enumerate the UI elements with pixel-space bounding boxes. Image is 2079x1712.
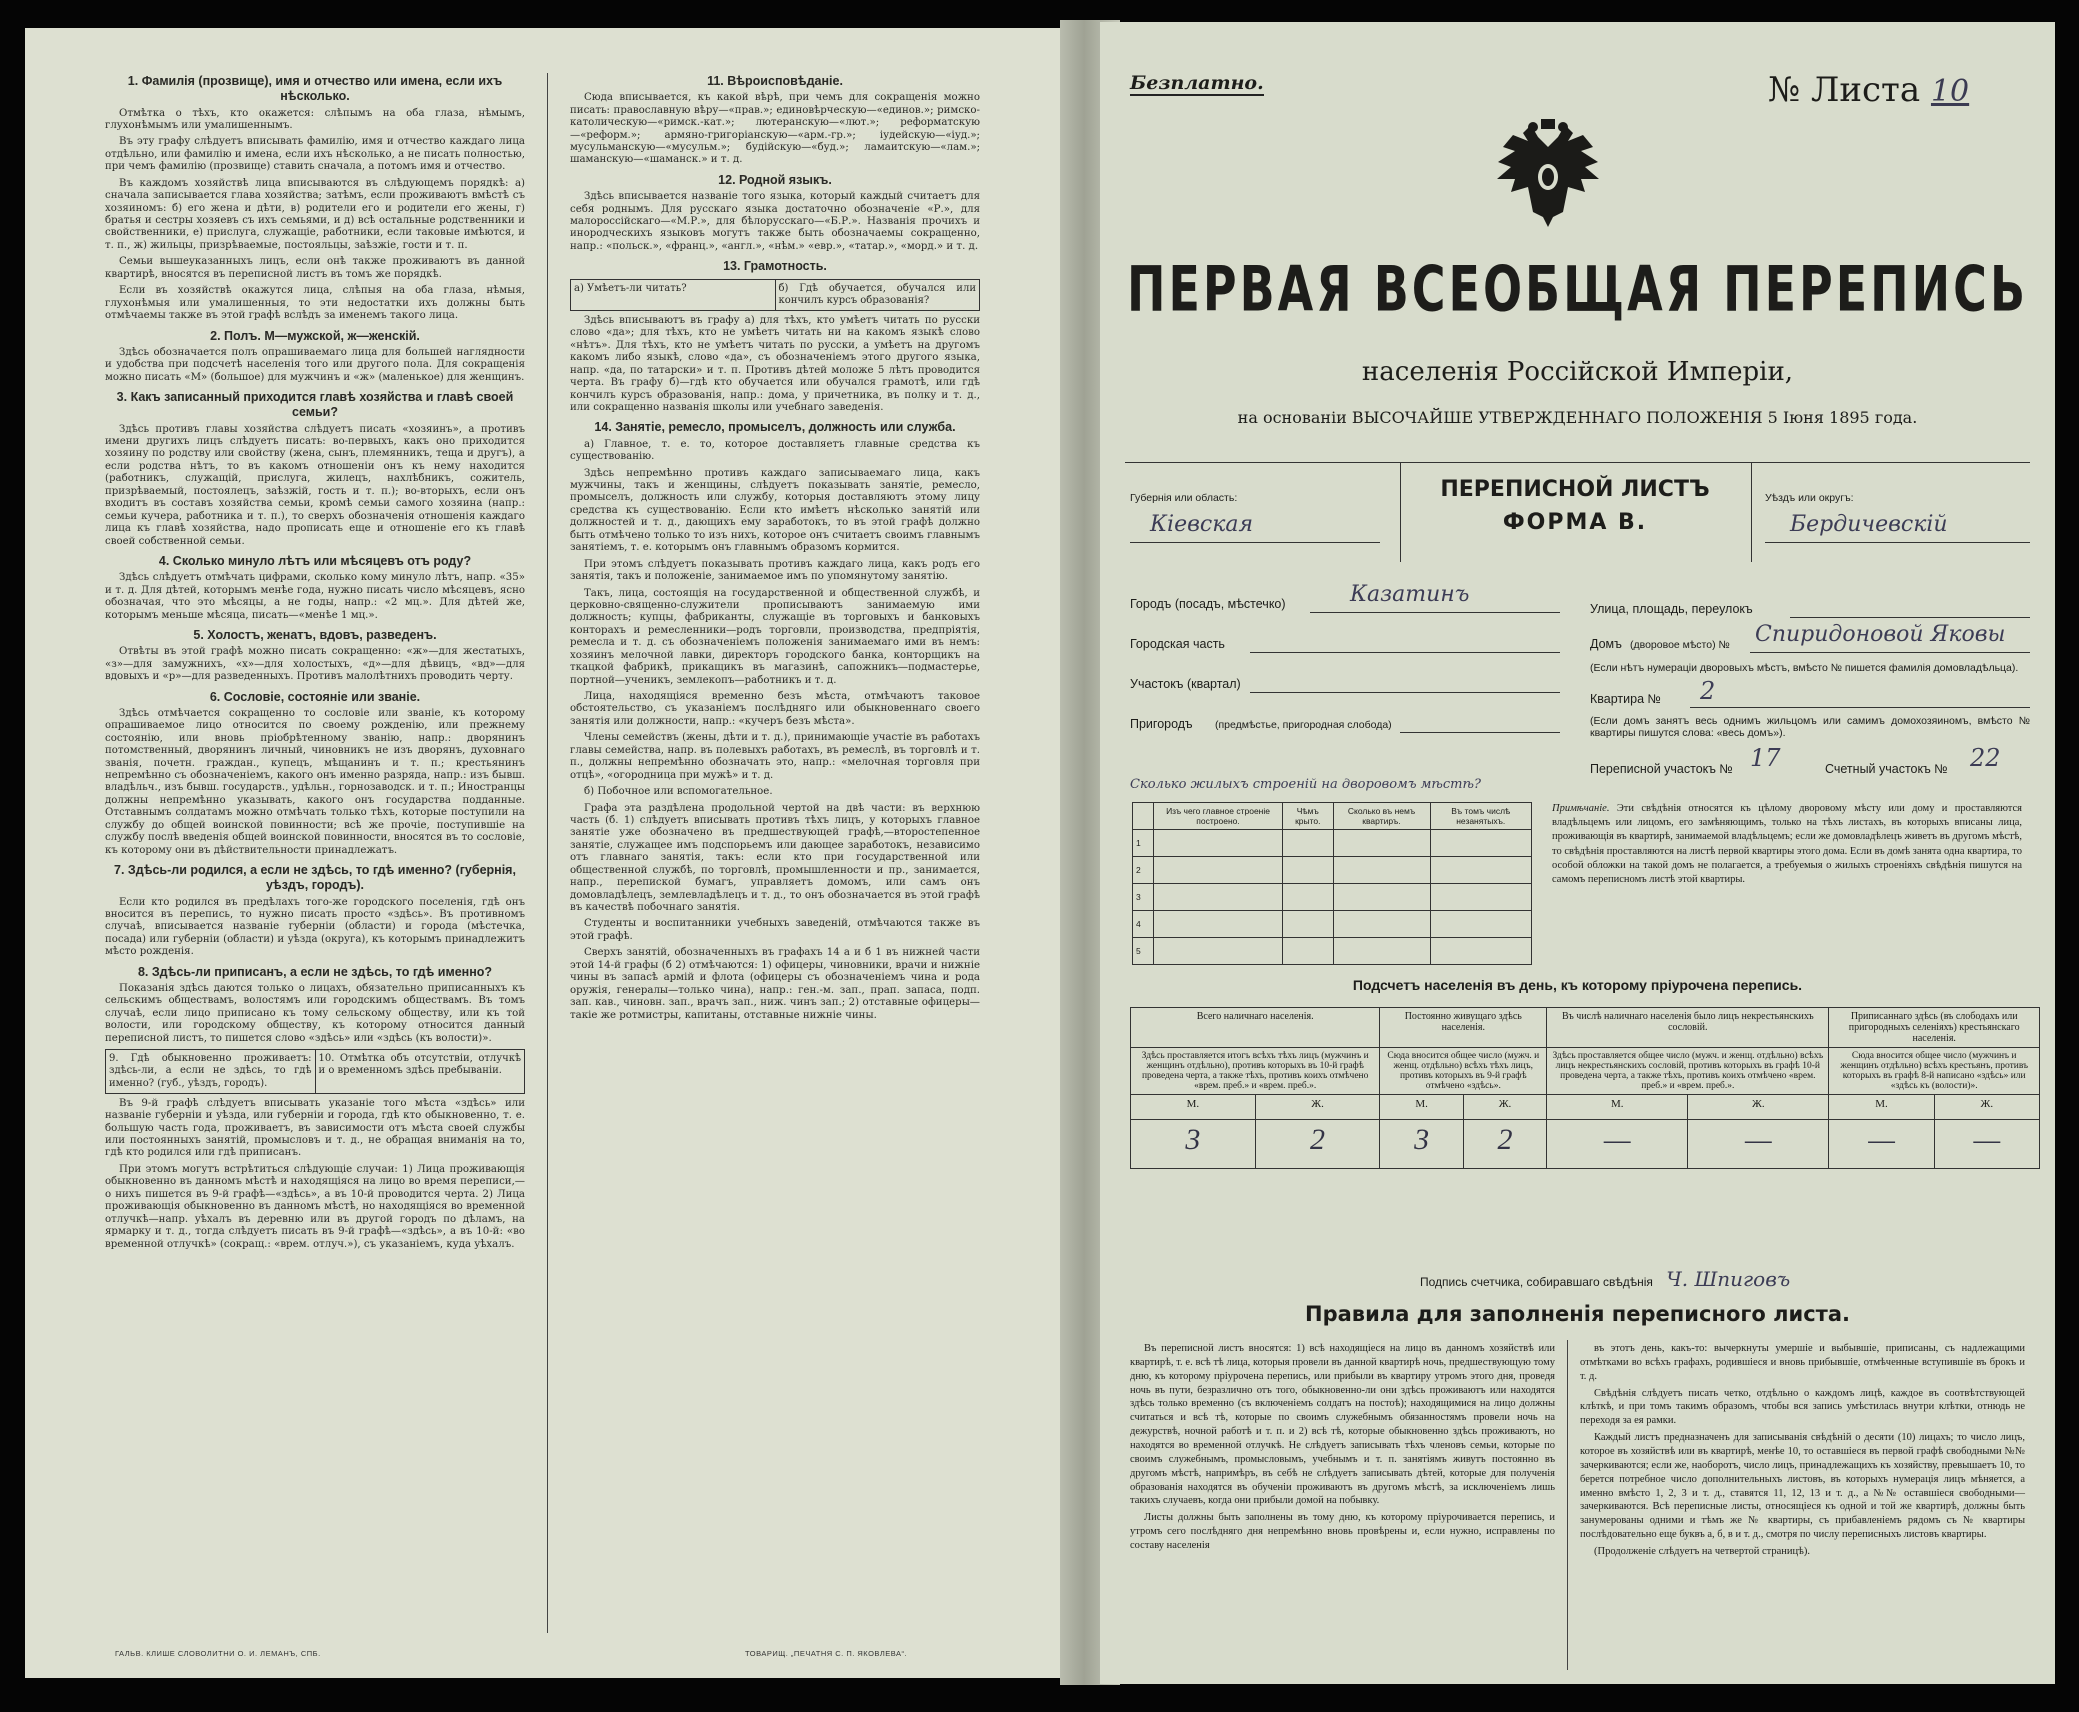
city-value: Казатинъ (1350, 582, 1470, 607)
count-desc-permanent: Сюда вносится общее число (мужч. и женщ. отдѣльно) всѣхъ тѣхъ лицъ, противъ которыхъ въ 9-й графѣ отмѣчено «здѣсь». (1380, 1048, 1547, 1095)
instruction-paragraph: Здѣсь вписывается названіе того языка, который каждый считаетъ для себя роднымъ. Для русскаго языка достаточно обозначеніе «Р.», для малороссійскаго—«М.Р.», для бѣлорусскаго—«Б.Р.». Названія прочихъ и инородческихъ языковъ могутъ также быть обозначаемы сокращенно, напр.: «польск.», «франц.», «англ.», «нѣм.» «евр.», «татар.», «морд.» и т. д. (570, 191, 980, 252)
instruction-paragraph: Отмѣтка о тѣхъ, кто окажется: слѣпымъ на оба глаза, нѣмымъ, глухонѣмымъ или умалишеннымъ. (105, 107, 525, 131)
column-heading-cell: 9. Гдѣ обыкновенно проживаетъ: здѣсь-ли, а если не здѣсь, то гдѣ именно? (губ., уѣздъ, городъ). (109, 1053, 312, 1089)
province-line (1130, 542, 1380, 543)
apartment-line (1690, 707, 2030, 708)
suburb-hint: (предмѣстье, пригородная слобода) (1215, 719, 1392, 731)
buildings-body (1133, 830, 1532, 965)
count-value-cell: 3 (1380, 1120, 1463, 1169)
counting-area-label: Счетный участокъ № (1825, 762, 1948, 776)
count-desc-peasant: Сюда вносится общее число (мужчинъ и женщинъ отдѣльно) всѣхъ крестьянъ, противъ которыхъ въ графѣ 8-й написано «здѣсь» или «здѣсь къ (волости)». (1829, 1048, 2040, 1095)
city-part-label: Городская часть (1130, 637, 1225, 651)
province-value: Кіевская (1150, 512, 1254, 537)
count-value-cell: — (1688, 1120, 1829, 1169)
count-header-non-peasant: Въ числѣ наличнаго населенія было лицъ некрестьянскихъ сословій. (1547, 1008, 1829, 1048)
buildings-cell (1333, 938, 1430, 965)
instruction-paragraph: Члены семействъ (жены, дѣти и т. д.), принимающіе участіе въ работахъ главы семейства, напр. въ полевыхъ работахъ, въ ремеслѣ, въ торговлѣ и т. п., должны непремѣнно обозначать это, напр.: «мелочная торговля при отцѣ», «огородница при мужѣ» и т. д. (570, 732, 980, 781)
buildings-cell (1283, 938, 1333, 965)
column-heading-box (105, 1049, 525, 1094)
section-heading: 12. Родной языкъ. (718, 172, 832, 187)
house-hint: (дворовое мѣсто) № (1630, 639, 1730, 651)
suburb-line (1400, 732, 1560, 733)
house-line (1750, 652, 2030, 653)
sex-header-cell: Ж. (1463, 1095, 1546, 1120)
buildings-header-apartments: Сколько въ немъ квартиръ. (1333, 803, 1430, 830)
census-legal-basis: на основаніи ВЫСОЧАЙШЕ УТВЕРЖДЕННАГО ПОЛОЖЕНІЯ 5 Іюня 1895 года. (1237, 408, 1918, 427)
column-heading-box (570, 279, 980, 311)
sheet-number-label: № Листа (1768, 70, 1921, 110)
double-headed-eagle-emblem (1493, 117, 1603, 232)
section-heading: 11. Вѣроисповѣданіе. (707, 74, 843, 88)
section-heading: 14. Занятіе, ремесло, промыселъ, должность или служба. (594, 420, 956, 435)
counting-area-value: 22 (1970, 744, 2001, 772)
instruction-paragraph: Здѣсь противъ главы хозяйства слѣдуетъ писать «хозяинъ», а противъ имени другихъ лицъ слѣдуетъ писать: во-первыхъ, какъ оно приходится хозяину по родству или свойству (жена, сынъ, племянникъ, теща и другъ), а если родства нѣтъ, то въ какомъ отношеніи онъ къ нему находится (работникъ, служащій, прислуга, жилецъ, нахлѣбникъ, сожитель, призрѣваемый, постоялецъ, заѣзжій, гость и т. п.); во-вторыхъ, если онъ входитъ въ составъ хозяйства семьи, кромѣ семьи самого хозяина (напр.: семьи кучера, работника и т. п.), то сверхъ обозначенія отношенія каждаго лица къ главѣ хозяйства, надо прописать еще и отношеніе его къ главѣ своей собственной семьи. (105, 423, 525, 547)
count-value-cell: 2 (1255, 1120, 1380, 1169)
buildings-cell (1154, 830, 1283, 857)
rules-column-2 (1580, 1342, 2025, 1562)
count-header-permanent: Постоянно живущаго здѣсь населенія. (1380, 1008, 1547, 1048)
instruction-paragraph: Здѣсь обозначается полъ опрашиваемаго лица для большей наглядности и удобства при подсчетѣ населенія того или другого пола. Для сокращенія можно писать «М» (большое) для мужчинъ и «ж» (маленькое) для женщинъ. (105, 346, 525, 383)
left-page (25, 28, 1085, 1678)
buildings-cell (1154, 884, 1283, 911)
district-value: Бердичевскій (1790, 512, 1948, 537)
count-header-row (1131, 1008, 2040, 1048)
section-heading: 6. Сословіе, состояніе или званіе. (209, 689, 421, 704)
column-heading-cell: а) Умѣетъ-ли читать? (574, 282, 687, 294)
section-heading: 3. Какъ записанный приходится главѣ хозяйства и главѣ своей семьи? (116, 390, 514, 420)
buildings-question: Сколько жилыхъ строеній на дворовомъ мѣстѣ? (1130, 777, 1481, 792)
population-count-title: Подсчетъ населенія въ день, къ которому пріурочена перепись. (1352, 977, 1803, 993)
census-title: ПЕРВАЯ ВСЕОБЩАЯ ПЕРЕПИСЬ (1126, 252, 2029, 326)
instruction-paragraph: При этомъ слѣдуетъ показывать противъ каждаго лица, какъ родъ его занятія, такъ и положеніе, занимаемое имъ по упомянутому занятію. (570, 558, 980, 583)
buildings-cell (1430, 938, 1532, 965)
signature-label: Подпись счетчика, собиравшаго свѣдѣнія (1420, 1275, 1653, 1289)
sex-header-cell: М. (1547, 1095, 1688, 1120)
buildings-cell (1333, 884, 1430, 911)
count-value-cell: 3 (1131, 1120, 1256, 1169)
count-value-cell: — (1547, 1120, 1688, 1169)
buildings-header-row (1133, 803, 1532, 830)
count-desc-total: Здѣсь проставляется итогъ всѣхъ тѣхъ лицъ (мужчинъ и женщинъ отдѣльно), противъ которыхъ въ 10-й графѣ проведена черта, а также тѣхъ, противъ коихъ отмѣчено «врем. преб.» и «врем. преб.». (1131, 1048, 1380, 1095)
house-note: (Если нѣтъ нумераціи дворовыхъ мѣстъ, вмѣсто № пишется фамилія домовладѣльца). (1590, 662, 2019, 674)
buildings-cell (1283, 830, 1333, 857)
census-subtitle: населенія Россійской Имперіи, (1361, 357, 1794, 387)
instruction-paragraph: Такъ, лица, состоящія на государственной и общественной службѣ, и церковно-священно-служители прописываютъ занимаемую ими должность; купцы, фабриканты, служащіе въ торговыхъ и банковыхъ конторахъ и ремесленники—родъ торговли, производства, предпріятія, ремесла и т. д. съ обозначеніемъ положенія занимаемаго ими въ немъ: хозяинъ мелочной лавки, директоръ городского банка, конторщикъ на ткацкой фабрикѣ, прикащикъ въ магазинѣ, сапожникъ—подмастерье, портной—ученикъ, землекопъ—работникъ и т. д. (570, 587, 980, 686)
buildings-cell (1154, 911, 1283, 938)
signature-value: Ч. Шпиговъ (1666, 1267, 1791, 1291)
rule-paragraph: Въ переписной листъ вносятся: 1) всѣ находящіеся на лицо въ данномъ хозяйствѣ или квартирѣ, т. е. всѣ тѣ лица, которыя провели въ данной квартирѣ ночь, предшествующую тому дню, къ которому пріурочена перепись, или прибыли въ квартиру утромъ этого дня, проведя ночь въ пути, безразлично отъ того, обыкновенно-ли они здѣсь проживаютъ или находятся здѣсь только временно (съ включеніемъ солдатъ на постоѣ); находящимися на лицо должны считаться и всѣ тѣ, которые по своимъ служебнымъ обязанностямъ провели ночь на дежурствѣ, ночной работѣ и т. п. и 2) всѣ тѣ, которые обыкновенно здѣсь проживаютъ, но находятся во временной отлучкѣ. Не слѣдуетъ записывать тѣхъ членовъ семьи, которые по своимъ служебнымъ, промысловымъ, учебнымъ и т. п. занятіямъ живутъ постоянно въ другомъ мѣстѣ, напримѣръ, въ себѣ не слѣдуетъ записывать дѣтей, которые для полученія образованія находятся въ обученіи проживаютъ въ другомъ мѣстѣ, за исключеніемъ лишь такихъ случаевъ, когда они прибыли домой на побывку. (1130, 1343, 1555, 1507)
section-heading: 1. Фамилія (прозвище), имя и отчество или имена, если ихъ нѣсколько. (127, 74, 503, 104)
section-heading: 4. Сколько минуло лѣтъ или мѣсяцевъ отъ роду? (158, 553, 472, 568)
buildings-row-number: 2 (1133, 857, 1154, 884)
apartment-note: (Если домъ занятъ весь однимъ жильцомъ или самимъ домохозяиномъ, вмѣсто № квартиры пишутся слова: «весь домъ»). (1590, 715, 2030, 739)
buildings-cell (1430, 857, 1532, 884)
count-value-cell: 2 (1463, 1120, 1546, 1169)
buildings-cell (1430, 830, 1532, 857)
buildings-row (1133, 830, 1532, 857)
note-text: Эти свѣдѣнія относятся къ цѣлому дворовому мѣсту или дому и проставляются владѣльцемъ или лицомъ, его замѣняющимъ, только на тѣхъ листахъ, въ которыхъ вписаны лица, проживающія въ квартирѣ, занимаемой владѣльцемъ; если же домовладѣлецъ живетъ въ другомъ мѣстѣ, то свѣдѣнія проставляются на листѣ первой квартиры этого дома. Если въ домѣ занята одна квартира, то особой обложки на такой домъ не полагается, а требуемыя о жилыхъ строеніяхъ свѣдѣнія пишутся на самомъ переписномъ листѣ этой квартиры. (1552, 803, 2023, 885)
instruction-paragraph: а) Главное, т. е. то, которое доставляетъ главные средства къ существованію. (570, 438, 980, 463)
city-part-line (1250, 652, 1560, 653)
count-description-row (1131, 1048, 2040, 1095)
rules-column-1 (1130, 1342, 1555, 1556)
city-label: Городъ (посадъ, мѣстечко) (1130, 597, 1286, 611)
count-header-peasant: Приписаннаго здѣсь (въ слободахъ или пригородныхъ селеніяхъ) крестьянскаго населенія. (1829, 1008, 2040, 1048)
buildings-cell (1333, 830, 1430, 857)
note-label: Примѣчаніе. (1552, 803, 1610, 814)
buildings-cell (1333, 857, 1430, 884)
column-divider (547, 73, 548, 1633)
buildings-row-number-header (1133, 803, 1154, 830)
buildings-header-vacant: Въ томъ числѣ незанятыхъ. (1430, 803, 1532, 830)
rule-paragraph: Листы должны быть заполнены въ тому дню, къ которому пріурочивается перепись, и утромъ сего послѣдняго дня непремѣнно вновь провѣрены и, если нужно, исправлены по составу населенія (1130, 1512, 1555, 1552)
buildings-cell (1154, 857, 1283, 884)
sex-header-cell: Ж. (1688, 1095, 1829, 1120)
rule-paragraph: Каждый листъ предназначенъ для записыванія свѣдѣній о десяти (10) лицахъ; то число лицъ, которое въ хозяйствѣ или въ квартирѣ, менѣе 10, то оставшіеся въ первой графѣ свободными №№ зачеркиваются; если же, наоборотъ, число лицъ, принадлежащихъ къ хозяйству, превышаетъ 10, то берется потребное число дополнительныхъ листовъ, въ которыхъ нумерація лицъ мѣняется, а именно вмѣсто 1, 2, 3 и т. д., ставятся 11, 12, 13 и т. д., а №№ оставшіеся свободными—зачеркиваются. Всѣ переписные листы, относящіеся къ одной и той же квартирѣ, должны быть занумерованы одними и тѣмъ же № квартиры, съ прибавленіемъ рядомъ съ № квартиры послѣдовательно еще буквъ а, б, в и т. д., смотря по числу переписныхъ листовъ квартиры. (1580, 1432, 2025, 1541)
rules-title: Правила для заполненія переписного листа. (1305, 1302, 1850, 1326)
census-area-value: 17 (1750, 744, 1781, 772)
section-heading: 2. Полъ. М—мужской, ж—женскій. (210, 328, 420, 343)
column-heading-cell: 10. Отмѣтка объ отсутствіи, отлучкѣ и о временномъ здѣсь пребываніи. (315, 1050, 525, 1093)
census-area-label: Переписной участокъ № (1590, 762, 1733, 776)
form-name: ФОРМА В. (1502, 510, 1648, 535)
printer-imprint-right: ТОВАРИЩ. „ПЕЧАТНЯ С. П. ЯКОВЛЕВА“. (745, 1649, 908, 1658)
buildings-row-number: 3 (1133, 884, 1154, 911)
instruction-paragraph: Въ эту графу слѣдуетъ вписывать фамилію, имя и отчество каждаго лица отдѣльно, или фамилію и имена, если ихъ нѣсколько, а не писать полностью, при чемъ фамилію (прозвище) ставить сначала, а потомъ имя и отчество. (105, 136, 525, 173)
buildings-cell (1154, 938, 1283, 965)
instruction-paragraph: Въ 9-й графѣ слѣдуетъ вписывать указаніе того мѣста «здѣсь» или названіе губерніи и уѣзда, или губерніи и города, гдѣ кто обыкновенно, т. е. большую часть года, проживаетъ, въ зависимости отъ мѣста своей службы или постоянныхъ занятій, промысловъ и т. д., не обращая вниманія на то, гдѣ кто родился или гдѣ приписанъ. (105, 1097, 525, 1159)
count-desc-non-peasant: Здѣсь проставляется общее число (мужч. и женщ. отдѣльно) всѣхъ лицъ некрестьянскихъ сословій, противъ которыхъ въ графѣ 10-й проведена черта, а также тѣхъ, противъ коихъ отмѣчено «врем. преб.» и «врем. преб.». (1547, 1048, 1829, 1095)
province-label: Губернія или область: (1130, 492, 1238, 504)
sex-header-row (1131, 1095, 2040, 1120)
count-values-row (1131, 1120, 2040, 1169)
buildings-cell (1283, 911, 1333, 938)
apartment-value: 2 (1700, 677, 1716, 705)
rule-paragraph: въ этотъ день, какъ-то: вычеркнуты умершіе и выбывшіе, приписаны, съ надлежащими отмѣтками во всѣхъ графахъ, родившіеся и вновь прибывшіе, отмѣченные вступившіе въ брокъ и т. д. (1580, 1343, 2025, 1382)
city-line (1310, 612, 1560, 613)
population-count-table (1130, 1007, 2040, 1169)
section-heading: 13. Грамотность. (723, 259, 827, 274)
buildings-row-number: 5 (1133, 938, 1154, 965)
sex-header-cell: Ж. (1934, 1095, 2039, 1120)
count-value-cell: — (1934, 1120, 2039, 1169)
buildings-table (1132, 802, 1532, 965)
sheet-number (1768, 70, 1969, 110)
column-heading-cell: б) Гдѣ обучается, обучался или кончилъ курсъ образованія? (775, 280, 980, 310)
count-value-cell: — (1829, 1120, 1934, 1169)
buildings-cell (1430, 884, 1532, 911)
rule-paragraph: Свѣдѣнія слѣдуетъ писать четко, отдѣльно о каждомъ лицѣ, каждое въ соотвѣтствующей клѣткѣ, и при томъ такимъ образомъ, чтобы вся запись умѣстилась внутри клѣтки, отнюдь не переходя за ея рамки. (1580, 1387, 2025, 1427)
form-title (1400, 477, 1750, 535)
instructions-column-2 (570, 68, 980, 1026)
instruction-paragraph: При этомъ могутъ встрѣтиться слѣдующіе случаи: 1) Лица проживающія обыкновенно въ данномъ мѣстѣ и находящіяся на лицо во время переписи,—о нихъ пишется въ 9-й графѣ—«здѣсь», а въ 10-й проводится черта. 2) Лица проживающія обыкновенно въ данномъ мѣстѣ, но находящіяся во временной отлучкѣ—напр. уѣхалъ въ деревню или въ другой городъ по дѣламъ, на ярмарку и т. д., тогда слѣдуетъ писать въ 9-й графѣ—«здѣсь», а въ 10-й: «во временной отлучкѣ» (сокращ.: «врем. отлуч.»), съ указаніемъ, куда уѣхалъ. (105, 1163, 525, 1250)
district-line (1765, 542, 2030, 543)
apartment-label: Квартира № (1590, 692, 1661, 706)
instruction-paragraph: Студенты и воспитанники учебныхъ заведеній, отмѣчаются также въ этой графѣ. (570, 918, 980, 942)
buildings-note (1552, 802, 2022, 887)
instruction-paragraph: Здѣсь непремѣнно противъ каждаго записываемаго лица, какъ мужчины, такъ и женщины, слѣдуетъ показывать занятіе, ремесло, промыселъ, должность или службу, которыя доставляютъ этому лицу средства къ существованію. Если кто имѣетъ нѣсколько занятій или должностей и т. д., дающихъ ему заработокъ, то въ этой графѣ должно быть отмѣчено только то изъ нихъ, которое онъ считаетъ своимъ главнымъ занятіемъ, т. е. которымъ онъ главнымъ образомъ кормится. (570, 467, 980, 554)
buildings-row (1133, 938, 1532, 965)
instructions-column-1 (105, 68, 525, 1255)
street-line (1790, 617, 2030, 618)
buildings-cell (1283, 884, 1333, 911)
sheet-number-value: 10 (1930, 74, 1970, 109)
instruction-paragraph: Здѣсь слѣдуетъ отмѣчать цифрами, сколько кому минуло лѣтъ, напр. «35» и т. д. Для дѣтей, которымъ менѣе года, нужно писать число мѣсяцевъ, ясно обозначая, что это мѣсяцы, а не годы, напр.: «2 мц.». Для дѣтей же, которымъ меньше мѣсяца, писать—«менѣе 1 мц.». (105, 572, 525, 621)
free-label: Безплатно. (1130, 72, 1264, 94)
rule-paragraph: (Продолженіе слѣдуетъ на четвертой страницѣ). (1594, 1546, 1810, 1558)
precinct-label: Участокъ (квартал) (1130, 677, 1241, 691)
buildings-row (1133, 911, 1532, 938)
instruction-paragraph: Если въ хозяйствѣ окажутся лица, слѣпыя на оба глаза, нѣмыя, глухонѣмыя или умалишенныя, то эти недостатки ихъ должны быть отмѣчаемы также въ этой графѣ вслѣдъ за именемъ такого лица. (105, 285, 525, 322)
sex-header-cell: М. (1131, 1095, 1256, 1120)
rules-divider (1567, 1340, 1568, 1670)
suburb-label: Пригородъ (1130, 717, 1193, 731)
instruction-paragraph: Здѣсь отмѣчается сокращенно то сословіе или званіе, къ которому опрашиваемое лицо относится по своему рожденію, или прежнему состоянію, или вновь пріобрѣтенному званію, напр.: дворянинъ потомственный, дворянинъ личный, чиновникъ не изъ дворянъ, духовнаго званія, почетн. граждан., купецъ, мѣщанинъ и т. п.; крестьянинъ непремѣнно съ обозначеніемъ, какого онъ именно разряда, напр.: изъ бывш. владѣльч., изъ бывш. государств., удѣльн., горнозаводск. и т. п.; Иностранцы должны непремѣнно указывать, какого онъ государства подданные. Отставнымъ солдатамъ можно отмѣчать только тѣхъ, которые поступили на службу до общей воинской повинности; всѣ же прочіе, поступившіе на службу послѣ введенія общей воинской повинности, вносятся въ то сословіе, къ которому они въ дѣйствительности принадлежатъ. (105, 707, 525, 856)
instruction-paragraph: Здѣсь вписываютъ въ графу а) для тѣхъ, кто умѣетъ читать по русски слово «да»; для тѣхъ, кто не умѣетъ читать ни на какомъ языкѣ слово «нѣтъ». Для тѣхъ, кто не умѣетъ читать по русски, а умѣетъ на другомъ какомъ либо языкѣ, слово «да», съ обозначеніемъ этого другого языка, напр. «да, по татарски» и т. п. Противъ дѣтей моложе 5 лѣтъ проводится черта. Въ графу б)—гдѣ кто обучается или обучался грамотѣ, или гдѣ кончилъ курсъ образованія, напр.: дома, у причетника, въ полку и т. д., или сокращенно названія школы или учебнаго заведенія. (570, 314, 980, 413)
instruction-paragraph: Семьи вышеуказанныхъ лицъ, если онѣ также проживаютъ въ данной квартирѣ, вносятся въ переписной листъ въ томъ же порядкѣ. (105, 256, 525, 280)
buildings-row (1133, 884, 1532, 911)
instruction-paragraph: Если кто родился въ предѣлахъ того-же городского поселенія, гдѣ онъ вносится въ перепись, то нужно писать просто «здѣсь». Въ противномъ случаѣ, вписывается названіе губерніи (области) и города (мѣстечка, посада) или губерніи (области) и уѣзда (округа), къ которымъ принадлежитъ мѣсто рожденія. (105, 896, 525, 958)
count-header-total: Всего наличнаго населенія. (1131, 1008, 1380, 1048)
buildings-cell (1333, 911, 1430, 938)
precinct-line (1250, 692, 1560, 693)
section-heading: 5. Холостъ, женатъ, вдовъ, разведенъ. (193, 627, 437, 642)
instruction-paragraph: Графа эта раздѣлена продольной чертой на двѣ части: въ верхнюю часть (б. 1) слѣдуетъ вписывать противъ тѣхъ лицъ, у которыхъ главное занятіе уже обозначено въ предшествующей графѣ,—второстепенное занятіе, служащее имъ подспорьемъ или дающее заработокъ, независимо отъ главнаго занятія, такъ: если кто при государственной или общественной службѣ, по торговлѣ, промышленности и пр., занимается, напр., перепиской бумагъ, управляетъ домомъ, или самъ онъ домовладѣлецъ, землевладѣлецъ и т. д., то онъ обозначается въ этой графѣ въ качествѣ побочнаго занятія. (570, 802, 980, 913)
buildings-row (1133, 857, 1532, 884)
buildings-row-number: 1 (1133, 830, 1154, 857)
printer-imprint-left: ГАЛЬВ. КЛИШЕ СЛОВОЛИТНИ О. И. ЛЕМАНЪ, СПБ. (115, 1649, 321, 1658)
street-label: Улица, площадь, переулокъ (1590, 602, 1753, 616)
instruction-paragraph: Лица, находящіяся временно безъ мѣста, отмѣчаютъ таковое обстоятельство, съ указаніемъ послѣдняго или обыкновеннаго своего занятія или должности, напр.: «кучеръ безъ мѣста». (570, 691, 980, 727)
sex-header-cell: М. (1380, 1095, 1463, 1120)
instruction-paragraph: Показанія здѣсь даются только о лицахъ, обязательно приписанныхъ къ сельскимъ обществамъ, волостямъ или городскимъ обществамъ. Въ томъ случаѣ, если лицо приписано къ тому сельскому обществу, или къ той волости, или городскому обществу, къ которому относится данный переписной листъ, то пишется слово «здѣсь» или «здѣсь (къ волости)». (105, 982, 525, 1044)
instruction-paragraph: Сюда вписывается, къ какой вѣрѣ, при чемъ для сокращенія можно писать: православную вѣру—«прав.»; единовѣрческую—«единов.»; римско-католическую—«римск.-кат.»; лютеранскую—«лют.»; реформатскую—«реформ.»; армяно-григоріанскую—«арм.-гр.»; іудейскую—«іуд.»; мусульманскую—«мусульм.»; будійскую—«буд.»; ламаитскую—«лам.»; шаманскую—«шаманск.» и т. д. (570, 92, 980, 166)
instruction-paragraph: Въ каждомъ хозяйствѣ лица вписываются въ слѣдующемъ порядкѣ: а) сначала записывается глава хозяйства; затѣмъ, если проживаютъ вмѣстѣ съ хозяиномъ: б) его жена и дѣти, в) родители его и родители его жены, г) братья и сестры хозяевъ съ ихъ семьями, и д) всѣ остальные родственники и свойственники, е) прислуга, служащіе, работники, если таковые имѣются, и т. п., ж) жильцы, призрѣваемые, постояльцы, заѣзжіе, гости и т. п. (105, 177, 525, 251)
buildings-cell (1430, 911, 1532, 938)
buildings-row-number: 4 (1133, 911, 1154, 938)
district-label: Уѣздъ или округъ: (1765, 492, 1854, 504)
section-heading: 7. Здѣсь-ли родился, а если не здѣсь, то гдѣ именно? (губернія, уѣздъ, городъ). (114, 863, 516, 893)
enumerator-signature (1420, 1267, 1790, 1291)
house-label: Домъ (1590, 637, 1622, 651)
buildings-header-roof: Чѣмъ крыто. (1283, 803, 1333, 830)
buildings-header-material: Изъ чего главное строеніе построено. (1154, 803, 1283, 830)
house-value: Спиридоновой Яковы (1755, 622, 2006, 647)
form-title-line: ПЕРЕПИСНОЙ ЛИСТЪ (1440, 477, 1710, 502)
sex-header-cell: Ж. (1255, 1095, 1380, 1120)
section-heading: 8. Здѣсь-ли приписанъ, а если не здѣсь, то гдѣ именно? (137, 964, 493, 979)
instruction-paragraph: б) Побочное или вспомогательное. (584, 786, 773, 798)
instruction-paragraph: Отвѣты въ этой графѣ можно писать сокращенно: «ж»—для жестатыхъ, «з»—для замужнихъ, «х»—для холостыхъ, «д»—для дѣвицъ, «вд»—для вдовыхъ и «р»—для разведенныхъ. Противъ малолѣтнихъ проводить черту. (105, 646, 525, 683)
sex-header-cell: М. (1829, 1095, 1934, 1120)
instruction-paragraph: Сверхъ занятій, обозначенныхъ въ графахъ 14 а и б 1 въ нижней части этой 14-й графы (б 2) отмѣчаются: 1) офицеры, чиновники, врачи и нижніе чины въ запасѣ армій и флота (офицеры съ обозначеніемъ чина и рода оружія, генералы—только чина), напр.: ген.-м. зап., прап. запаса, подп. зап. кав., чиновн. зап., врачъ зап., ниж. чинъ зап.; 2) отставные офицеры—такіе же ротмистры, капитаны, отставные нижніе чины. (570, 947, 980, 1021)
buildings-cell (1283, 857, 1333, 884)
right-page (1100, 22, 2055, 1684)
